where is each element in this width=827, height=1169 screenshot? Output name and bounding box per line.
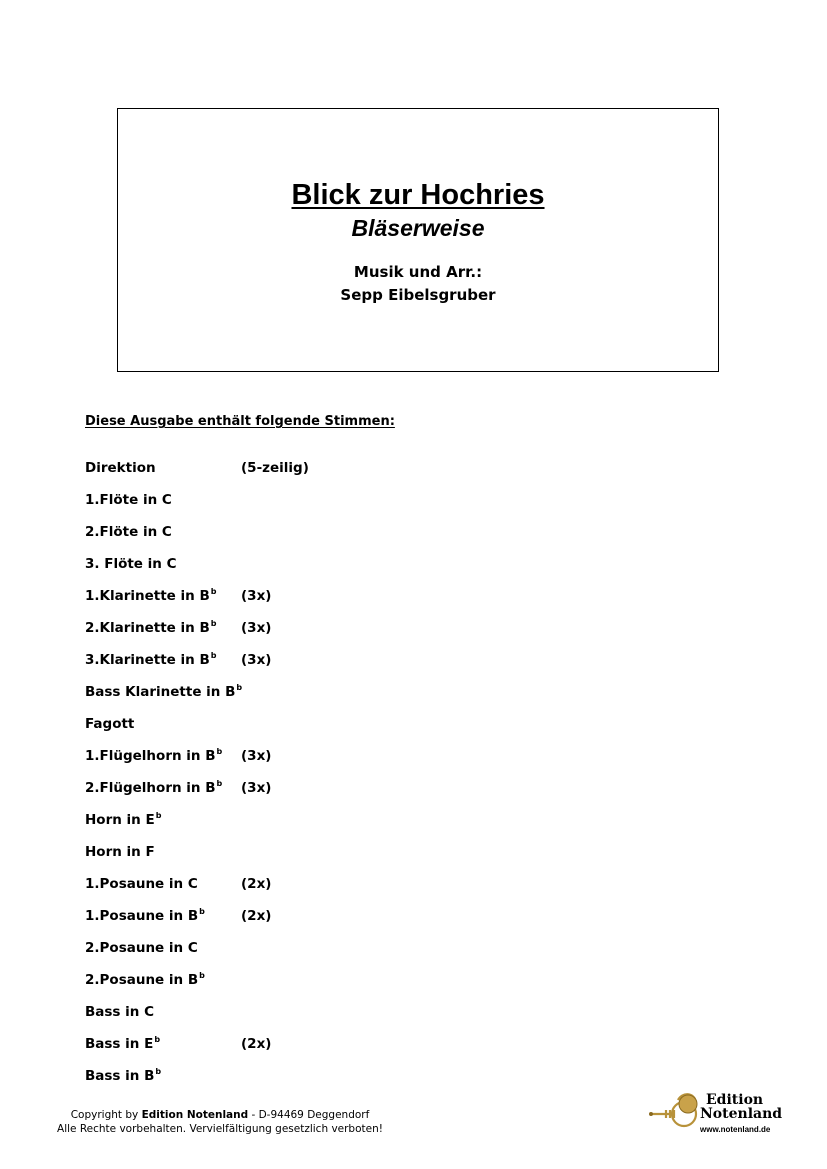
- part-name-text: Direktion: [85, 460, 156, 476]
- part-row: [85, 460, 485, 492]
- publisher-address: - D-94469 Deggendorf: [248, 1109, 370, 1121]
- credit-label: Musik und Arr.:: [353, 263, 483, 281]
- part-name: [85, 908, 205, 924]
- flat-superscript: b: [210, 587, 217, 596]
- piece-subtitle: Bläserweise: [351, 215, 485, 241]
- part-name: [85, 972, 205, 988]
- flat-superscript: b: [155, 1067, 162, 1076]
- part-name-text: 2.Flügelhorn in B: [85, 780, 216, 796]
- part-row: [85, 652, 485, 684]
- part-row: [85, 844, 485, 876]
- part-row: [85, 876, 485, 908]
- part-name: [85, 588, 217, 604]
- part-row: [85, 1036, 485, 1068]
- flat-superscript: b: [199, 971, 205, 980]
- part-name-text: 2.Klarinette in B: [85, 620, 210, 636]
- part-name: [85, 460, 156, 476]
- part-name-text: Horn in E: [85, 812, 155, 828]
- footer-copyright: [40, 1108, 400, 1136]
- flat-superscript: b: [154, 1035, 161, 1044]
- piece-title: Blick zur Hochries: [291, 179, 545, 211]
- rights-notice: Alle Rechte vorbehalten. Vervielfältigung gesetzlich verboten!: [57, 1123, 383, 1135]
- part-count: (2x): [241, 908, 272, 924]
- flat-superscript: b: [216, 779, 223, 788]
- part-name-text: 3.Klarinette in B: [85, 652, 210, 668]
- part-name: [85, 492, 172, 508]
- part-name-text: 2.Posaune in B: [85, 972, 199, 988]
- part-name: [85, 748, 222, 764]
- part-row: [85, 1068, 485, 1100]
- part-count: (3x): [241, 748, 272, 764]
- part-name-text: Fagott: [85, 716, 135, 732]
- part-count: (3x): [241, 780, 272, 796]
- part-count: (3x): [241, 588, 272, 604]
- publisher-logo: [648, 1090, 783, 1138]
- part-row: [85, 620, 485, 652]
- part-row: [85, 524, 485, 556]
- parts-list: [85, 460, 485, 1100]
- flugelhorn-icon: [648, 1090, 700, 1130]
- part-name-text: 2.Posaune in C: [85, 940, 198, 956]
- parts-heading: Diese Ausgabe enthält folgende Stimmen:: [85, 414, 395, 429]
- part-name: [85, 684, 242, 700]
- part-row: [85, 716, 485, 748]
- part-name: [85, 620, 217, 636]
- part-row: [85, 972, 485, 1004]
- part-row: [85, 1004, 485, 1036]
- part-count: (3x): [241, 652, 272, 668]
- part-row: [85, 492, 485, 524]
- title-box: [117, 108, 719, 372]
- flat-superscript: b: [155, 811, 162, 820]
- part-count: (3x): [241, 620, 272, 636]
- copyright-prefix: Copyright by: [70, 1109, 142, 1121]
- part-row: [85, 748, 485, 780]
- part-name-text: 3. Flöte in C: [85, 556, 177, 572]
- part-name-text: 1.Posaune in B: [85, 908, 199, 924]
- part-row: [85, 812, 485, 844]
- part-name: [85, 812, 161, 828]
- part-row: [85, 588, 485, 620]
- part-name: [85, 556, 177, 572]
- flat-superscript: b: [236, 683, 243, 692]
- part-name-text: Horn in F: [85, 844, 155, 860]
- part-name: [85, 1004, 154, 1020]
- part-name: [85, 780, 222, 796]
- part-name-text: Bass Klarinette in B: [85, 684, 236, 700]
- part-name: [85, 716, 134, 732]
- part-count: (2x): [241, 1036, 272, 1052]
- part-name: [85, 1068, 161, 1084]
- part-name: [85, 940, 198, 956]
- flat-superscript: b: [210, 651, 217, 660]
- logo-text-notenland: Notenland: [700, 1106, 783, 1122]
- part-name: [85, 1036, 160, 1052]
- part-name: [85, 524, 172, 540]
- part-name: [85, 652, 217, 668]
- part-name-text: Bass in C: [85, 1004, 155, 1020]
- part-row: [85, 684, 485, 716]
- part-row: [85, 780, 485, 812]
- part-name-text: Bass in E: [85, 1036, 154, 1052]
- composer-name: Sepp Eibelsgruber: [340, 286, 496, 304]
- part-name: [85, 844, 155, 860]
- flat-superscript: b: [199, 907, 205, 916]
- part-name-text: 2.Flöte in C: [85, 524, 172, 540]
- flat-superscript: b: [210, 619, 217, 628]
- part-name: [85, 876, 198, 892]
- flat-superscript: b: [216, 747, 223, 756]
- logo-text-edition: Edition: [706, 1092, 764, 1108]
- logo-url: www.notenland.de: [700, 1125, 771, 1134]
- part-name-text: 1.Flügelhorn in B: [85, 748, 216, 764]
- part-name-text: 1.Klarinette in B: [85, 588, 210, 604]
- part-name-text: Bass in B: [85, 1068, 155, 1084]
- part-row: [85, 908, 485, 940]
- part-row: [85, 940, 485, 972]
- part-name-text: 1.Posaune in C: [85, 876, 198, 892]
- part-count: (2x): [241, 876, 272, 892]
- part-name-text: 1.Flöte in C: [85, 492, 172, 508]
- publisher-name: Edition Notenland: [141, 1109, 249, 1121]
- part-count: (5-zeilig): [241, 460, 309, 476]
- part-row: [85, 556, 485, 588]
